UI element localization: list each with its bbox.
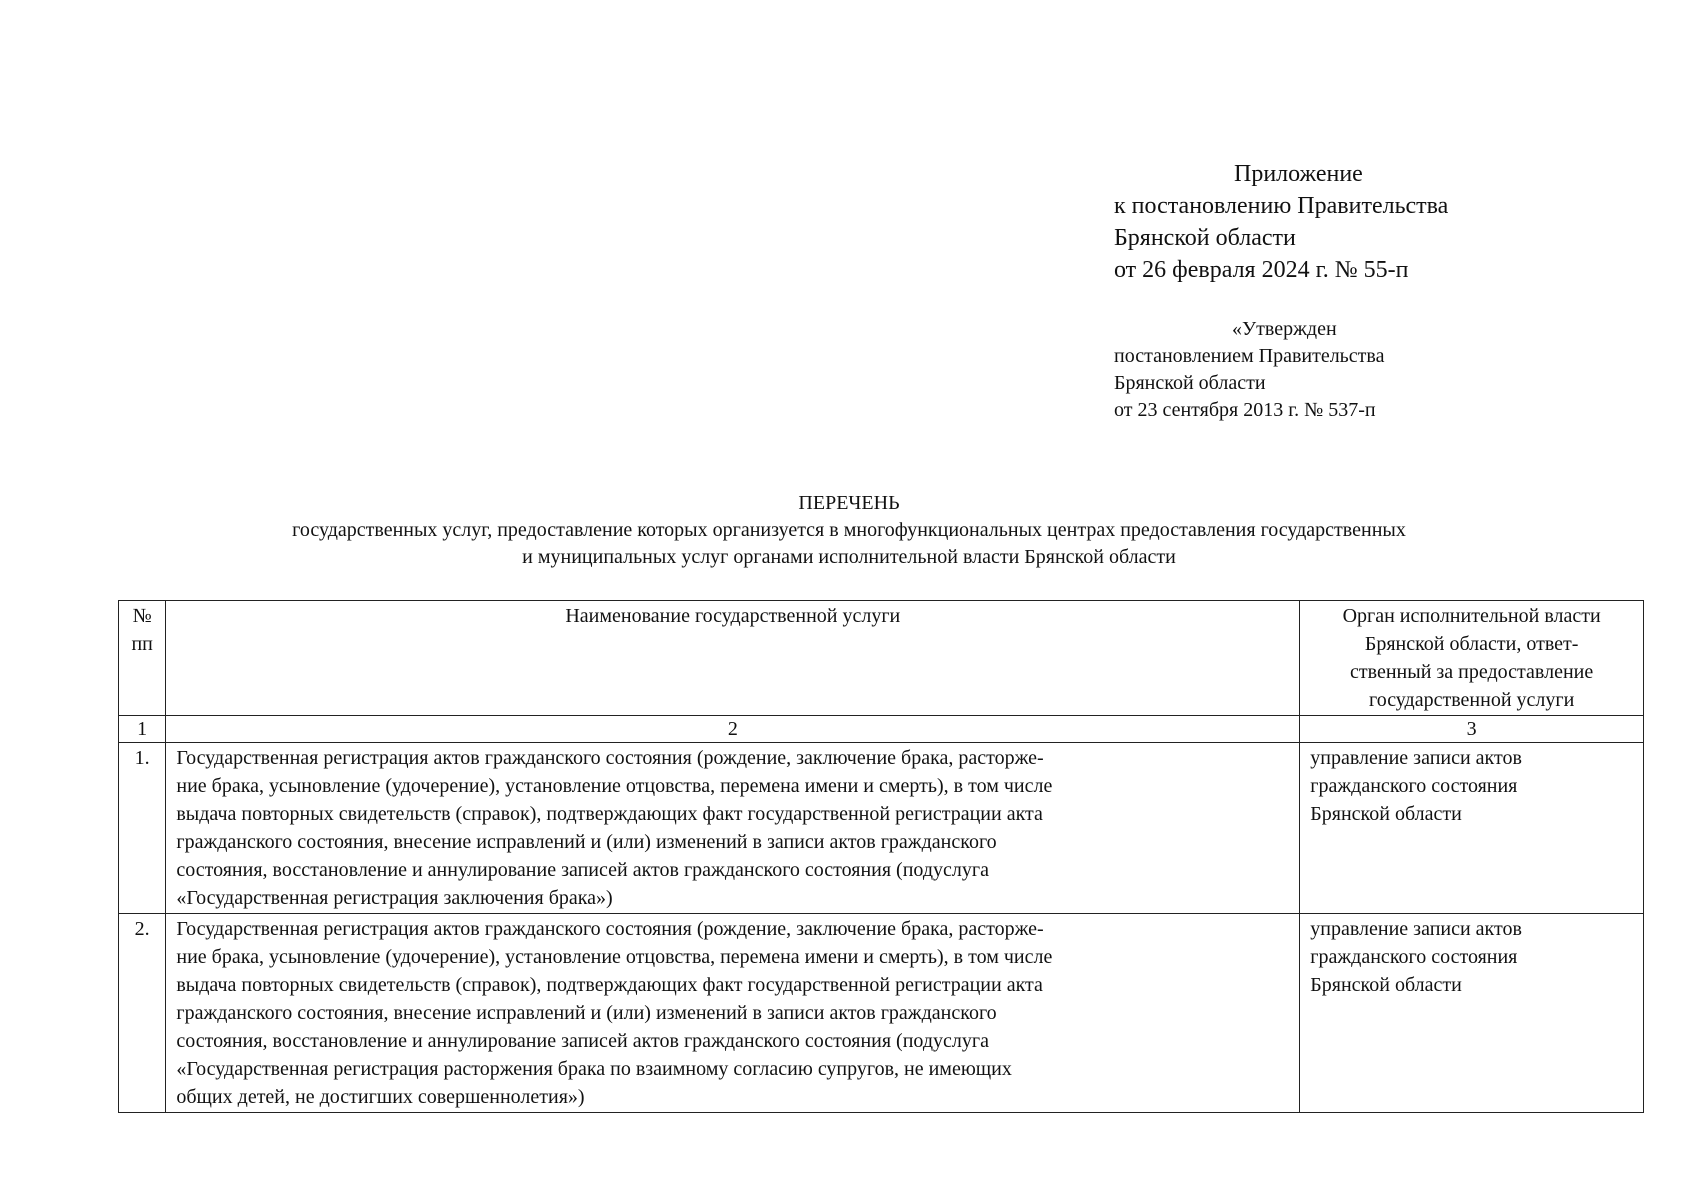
appendix-header xyxy=(1114,158,1448,286)
index-cell: 1 xyxy=(119,716,166,743)
table-row xyxy=(119,914,1644,1113)
row-organ-cell xyxy=(1300,914,1644,1113)
approval-decree: постановлением Правительства xyxy=(1114,345,1385,367)
table-row xyxy=(119,743,1644,914)
header-num-cell xyxy=(119,601,166,716)
header-num-label: пп xyxy=(131,633,153,655)
row-name-line: гражданского состояния, внесение исправлений и (или) изменений в записи актов гражданского xyxy=(176,1002,997,1024)
header-organ-label: Брянской области, ответ- xyxy=(1364,633,1579,655)
row-num-cell: 1. xyxy=(119,743,166,914)
appendix-decree: к постановлению Правительства xyxy=(1114,193,1449,219)
row-name-line: ние брака, усыновление (удочерение), установление отцовства, перемена имени и смерть), в том числе xyxy=(176,946,1053,968)
row-organ-line: управление записи актов xyxy=(1310,747,1522,769)
row-name-line: Государственная регистрация актов гражданского состояния (рождение, заключение брака, расторже- xyxy=(176,918,1044,940)
appendix-date-number: от 26 февраля 2024 г. № 55-п xyxy=(1114,257,1409,283)
row-name-cell xyxy=(166,743,1300,914)
index-cell: 3 xyxy=(1300,716,1644,743)
row-name-line: состояния, восстановление и аннулирование записей актов гражданского состояния (подуслуга xyxy=(176,1030,989,1052)
row-organ-line: управление записи актов xyxy=(1310,918,1522,940)
header-organ-label: государственной услуги xyxy=(1368,689,1575,711)
header-name-cell xyxy=(166,601,1300,716)
header-name-label: Наименование государственной услуги xyxy=(565,605,901,627)
header-organ-label: Орган исполнительной власти xyxy=(1342,605,1601,627)
row-name-line: ние брака, усыновление (удочерение), установление отцовства, перемена имени и смерть), в том числе xyxy=(176,775,1053,797)
row-organ-line: Брянской области xyxy=(1310,803,1462,825)
index-cell: 2 xyxy=(166,716,1300,743)
title-subtitle-line: государственных услуг, предоставление которых организуется в многофункциональных центрах предоставления государственных xyxy=(292,519,1406,541)
title-subtitle-line: и муниципальных услуг органами исполнительной власти Брянской области xyxy=(522,546,1176,568)
row-name-line: выдача повторных свидетельств (справок), подтверждающих факт государственной регистрации акта xyxy=(176,974,1043,996)
header-organ-label: ственный за предоставление xyxy=(1350,661,1594,683)
appendix-region: Брянской области xyxy=(1114,225,1296,251)
approval-header xyxy=(1114,316,1384,424)
document-title xyxy=(0,490,1698,571)
services-table xyxy=(118,600,1644,1113)
title-heading: ПЕРЕЧЕНЬ xyxy=(798,492,900,514)
header-organ-cell xyxy=(1300,601,1644,716)
approval-region: Брянской области xyxy=(1114,372,1266,394)
row-name-line: гражданского состояния, внесение исправлений и (или) изменений в записи актов гражданского xyxy=(176,831,997,853)
row-name-line: «Государственная регистрация заключения брака») xyxy=(176,887,613,909)
row-name-line: «Государственная регистрация расторжения брака по взаимному согласию супругов, не имеющих xyxy=(176,1058,1012,1080)
table-header-row xyxy=(119,601,1644,716)
row-name-line: выдача повторных свидетельств (справок), подтверждающих факт государственной регистрации акта xyxy=(176,803,1043,825)
row-organ-line: Брянской области xyxy=(1310,974,1462,996)
appendix-title: Приложение xyxy=(1234,161,1363,187)
row-organ-cell xyxy=(1300,743,1644,914)
header-num-label: № xyxy=(132,605,152,627)
row-name-line: состояния, восстановление и аннулирование записей актов гражданского состояния (подуслуга xyxy=(176,859,989,881)
approval-date-number: от 23 сентября 2013 г. № 537-п xyxy=(1114,399,1376,421)
row-num-cell: 2. xyxy=(119,914,166,1113)
row-organ-line: гражданского состояния xyxy=(1310,946,1518,968)
row-name-line: общих детей, не достигших совершеннолетия») xyxy=(176,1086,585,1108)
row-organ-line: гражданского состояния xyxy=(1310,775,1518,797)
approval-title: «Утвержден xyxy=(1232,318,1337,340)
row-name-line: Государственная регистрация актов гражданского состояния (рождение, заключение брака, расторже- xyxy=(176,747,1044,769)
table-index-row xyxy=(119,716,1644,743)
row-name-cell xyxy=(166,914,1300,1113)
